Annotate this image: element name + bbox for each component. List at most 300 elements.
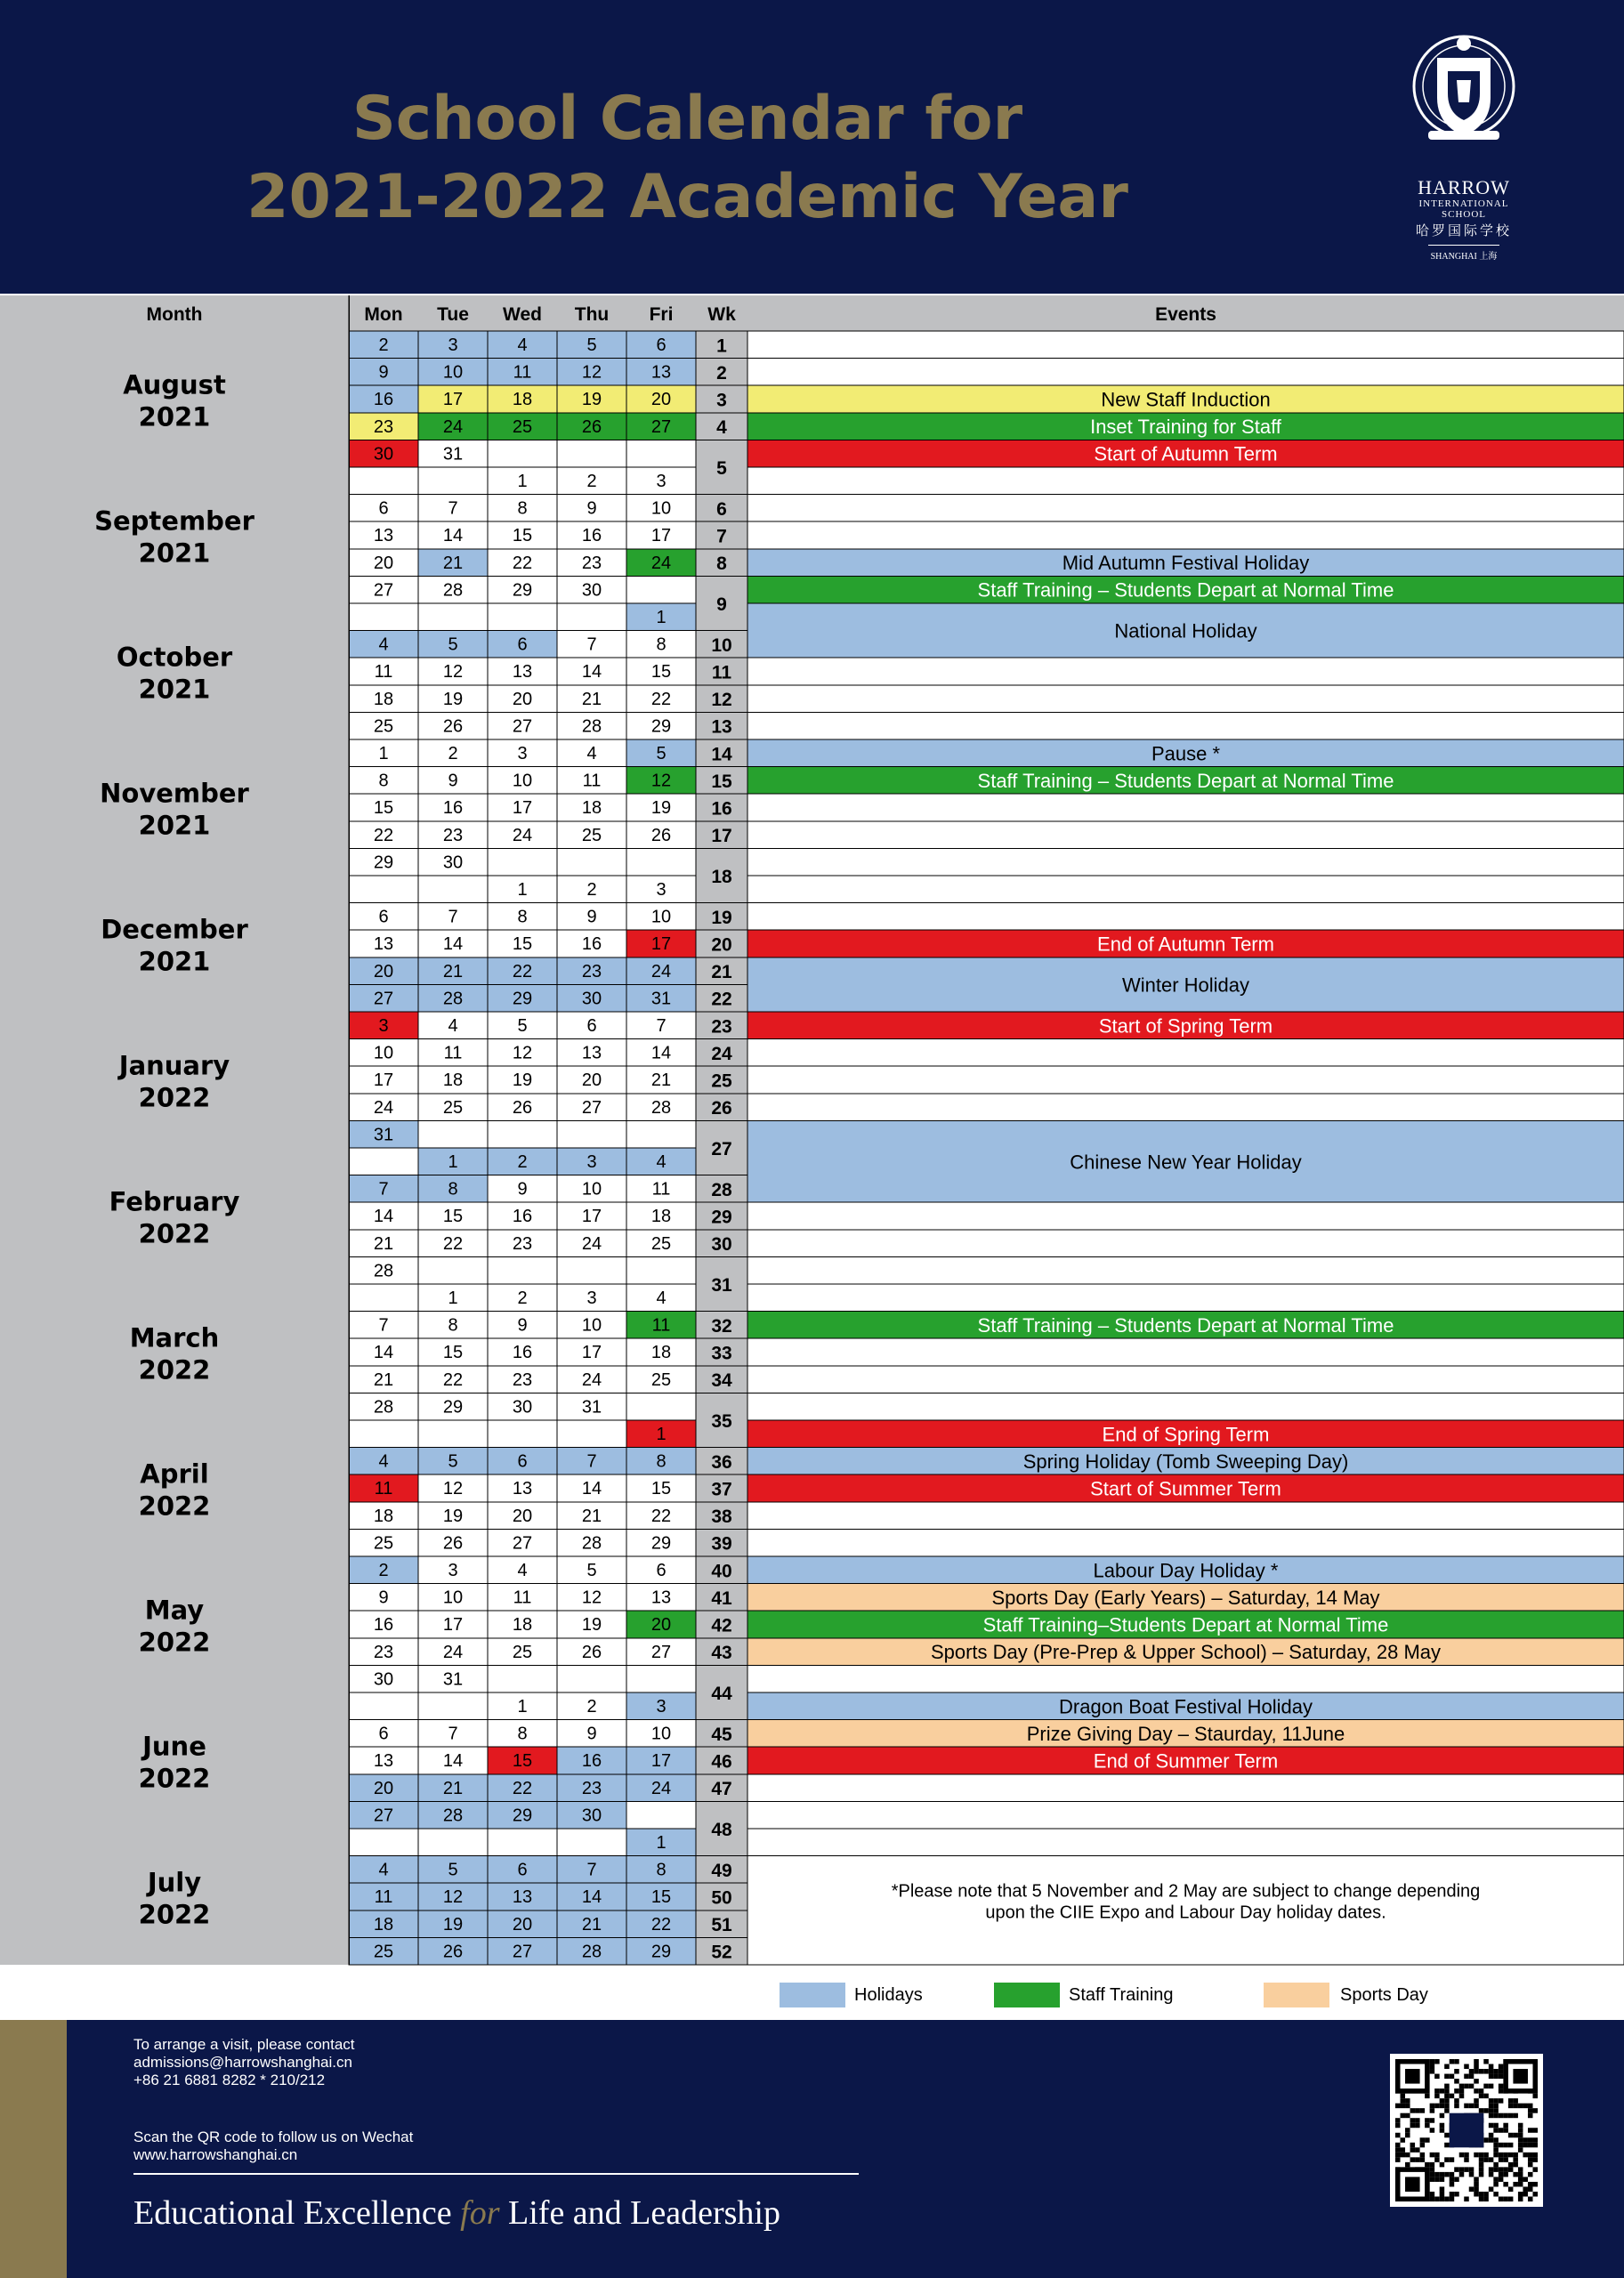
event-label: Sports Day (Pre-Prep & Upper School) – Saturday, 28 May (930, 1641, 1442, 1664)
title-line-1: School Calendar for (351, 84, 1023, 154)
day-number: 23 (373, 416, 394, 437)
day-number: 2 (517, 1288, 528, 1308)
day-number: 20 (650, 1615, 672, 1636)
event-cell (747, 495, 1624, 522)
column-header-tue: Tue (437, 304, 469, 325)
day-number: 9 (586, 1724, 597, 1744)
day-number: 19 (581, 390, 602, 410)
tagline-part-2: Life and Leadership (508, 2194, 780, 2232)
note-line-1: *Please note that 5 November and 2 May are subject to change depending (891, 1881, 1481, 1902)
day-cell (488, 848, 557, 876)
day-number: 27 (512, 1533, 533, 1554)
event-label: End of Autumn Term (1097, 933, 1274, 956)
month-year-october: 2021 (138, 674, 211, 705)
day-number: 19 (442, 1506, 464, 1526)
week-number: 2 (716, 362, 727, 384)
day-number: 26 (442, 1533, 464, 1554)
day-number: 4 (448, 1016, 458, 1036)
day-number: 14 (581, 1887, 602, 1908)
day-number: 27 (373, 989, 394, 1009)
day-number: 19 (581, 1615, 602, 1636)
day-number: 31 (442, 444, 464, 464)
day-number: 3 (656, 1697, 667, 1717)
day-number: 21 (373, 1369, 394, 1390)
day-number: 17 (581, 1207, 602, 1227)
day-number: 27 (512, 1942, 533, 1962)
day-number: 10 (581, 1315, 602, 1336)
day-number: 9 (517, 1179, 528, 1200)
month-year-december: 2021 (138, 946, 211, 977)
day-number: 29 (442, 1397, 464, 1418)
event-label: Staff Training – Students Depart at Normal Time (977, 1313, 1394, 1337)
day-number: 11 (513, 1587, 532, 1608)
school-name-chinese: 哈罗国际学校 (1415, 224, 1512, 238)
footer-divider (133, 2173, 859, 2175)
day-number: 24 (442, 1642, 464, 1662)
school-subtitle (1388, 198, 1539, 220)
week-number: 40 (711, 1561, 732, 1582)
day-number: 29 (512, 989, 533, 1009)
day-number: 5 (586, 335, 597, 355)
month-label-august: August (123, 369, 226, 400)
day-number: 16 (581, 934, 602, 955)
day-number: 9 (448, 771, 458, 791)
month-year-september: 2021 (138, 537, 211, 569)
event-label: New Staff Induction (1101, 388, 1271, 411)
day-number: 31 (650, 989, 672, 1009)
week-number: 34 (711, 1370, 732, 1392)
month-label-september: September (94, 505, 255, 537)
day-number: 28 (581, 1533, 602, 1554)
week-number: 18 (711, 867, 732, 887)
day-number: 25 (512, 416, 533, 437)
event-cell (747, 1284, 1624, 1312)
day-number: 22 (512, 553, 533, 573)
week-number: 33 (711, 1343, 732, 1364)
column-header-thu: Thu (574, 304, 610, 325)
day-cell (349, 603, 418, 631)
day-number: 24 (512, 825, 533, 845)
day-number: 9 (517, 1315, 528, 1336)
day-number: 1 (378, 744, 389, 763)
school-subtitle-line-1: INTERNATIONAL (1418, 198, 1509, 209)
day-cell (349, 1829, 418, 1856)
day-number: 3 (517, 744, 528, 763)
day-cell (626, 1120, 696, 1148)
day-number: 22 (650, 1914, 672, 1935)
day-number: 2 (586, 1697, 597, 1717)
day-number: 29 (512, 1805, 533, 1826)
day-number: 12 (581, 362, 602, 383)
column-header-month: Month (146, 304, 203, 325)
week-number: 1 (716, 335, 727, 357)
day-number: 17 (650, 934, 672, 955)
event-label: Staff Training – Students Depart at Normal Time (977, 578, 1394, 602)
legend-staff-label: Staff Training (1069, 1985, 1174, 2005)
day-number: 7 (378, 1179, 389, 1200)
day-number: 20 (512, 1914, 533, 1935)
event-cell (747, 1801, 1624, 1829)
tagline (133, 2193, 780, 2233)
event-label: Sports Day (Early Years) – Saturday, 14 May (991, 1586, 1380, 1609)
event-label: Staff Training–Students Depart at Normal Time (982, 1613, 1389, 1636)
day-number: 20 (512, 1506, 533, 1526)
day-number: 1 (448, 1288, 458, 1308)
day-number: 18 (650, 1343, 672, 1363)
event-label: End of Summer Term (1093, 1749, 1279, 1773)
day-number: 3 (448, 1561, 458, 1580)
day-cell (557, 1420, 626, 1448)
day-number: 10 (581, 1179, 602, 1200)
day-number: 17 (373, 1070, 394, 1091)
event-cell (747, 876, 1624, 903)
day-number: 7 (586, 634, 597, 655)
event-cell (747, 1094, 1624, 1121)
event-cell (747, 821, 1624, 849)
week-number: 28 (711, 1179, 732, 1200)
day-number: 30 (373, 1669, 394, 1690)
day-number: 3 (656, 472, 667, 491)
event-cell (747, 1202, 1624, 1230)
day-number: 14 (442, 526, 464, 546)
day-number: 8 (656, 1451, 667, 1472)
day-number: 20 (512, 689, 533, 709)
month-year-august: 2021 (138, 401, 211, 432)
day-number: 22 (650, 1506, 672, 1526)
event-cell (747, 359, 1624, 386)
day-number: 15 (373, 798, 394, 819)
day-number: 18 (512, 390, 533, 410)
day-number: 12 (442, 1479, 464, 1499)
tagline-part-1: Educational Excellence (133, 2194, 452, 2232)
day-number: 15 (512, 1751, 533, 1772)
day-number: 26 (581, 1642, 602, 1662)
day-number: 7 (656, 1016, 667, 1036)
day-number: 2 (586, 472, 597, 491)
day-number: 12 (650, 771, 672, 791)
event-label: National Holiday (1114, 619, 1257, 642)
day-number: 11 (374, 1887, 393, 1908)
day-number: 7 (448, 907, 458, 927)
day-number: 21 (581, 1506, 602, 1526)
week-number: 3 (716, 390, 727, 411)
day-number: 20 (373, 1778, 394, 1798)
week-number: 37 (711, 1479, 732, 1500)
day-number: 26 (650, 825, 672, 845)
wechat-text (133, 2129, 413, 2164)
event-cell (747, 658, 1624, 685)
week-number: 43 (711, 1643, 732, 1664)
day-number: 18 (373, 1506, 394, 1526)
month-year-april: 2022 (138, 1490, 211, 1522)
footer (0, 2020, 1624, 2278)
day-number: 15 (650, 662, 672, 683)
day-number: 4 (378, 1451, 389, 1472)
day-number: 11 (651, 1179, 671, 1200)
day-number: 16 (581, 526, 602, 546)
month-label-january: January (118, 1050, 230, 1081)
event-cell (747, 331, 1624, 359)
day-number: 18 (581, 798, 602, 819)
week-number: 23 (711, 1016, 732, 1038)
wechat-qr-code-icon[interactable] (1390, 2054, 1543, 2207)
day-number: 15 (442, 1343, 464, 1363)
day-number: 13 (512, 1887, 533, 1908)
event-label: Staff Training – Students Depart at Normal Time (977, 769, 1394, 792)
day-number: 13 (581, 1043, 602, 1063)
day-cell (488, 440, 557, 467)
week-number: 31 (711, 1275, 732, 1296)
day-cell (418, 1829, 488, 1856)
week-number: 38 (711, 1507, 732, 1528)
day-cell (488, 1120, 557, 1148)
day-number: 8 (656, 1860, 667, 1880)
day-cell (418, 603, 488, 631)
day-number: 19 (442, 1914, 464, 1935)
week-number: 11 (711, 662, 732, 683)
column-header-mon: Mon (364, 304, 403, 325)
day-number: 16 (512, 1343, 533, 1363)
day-number: 2 (448, 744, 458, 763)
day-number: 5 (448, 1860, 458, 1880)
day-cell (557, 1829, 626, 1856)
day-number: 23 (442, 825, 464, 845)
day-number: 20 (581, 1070, 602, 1091)
day-number: 23 (581, 553, 602, 573)
day-number: 22 (442, 1233, 464, 1254)
event-cell (747, 685, 1624, 713)
event-label: Labour Day Holiday * (1093, 1559, 1279, 1582)
school-name: HARROW (1418, 176, 1510, 198)
event-cell (747, 1665, 1624, 1692)
day-number: 31 (373, 1125, 394, 1145)
event-cell (747, 1066, 1624, 1094)
event-cell (747, 1829, 1624, 1856)
day-cell (418, 1120, 488, 1148)
event-label: End of Spring Term (1102, 1423, 1270, 1446)
day-cell (626, 440, 696, 467)
day-number: 19 (512, 1070, 533, 1091)
day-number: 22 (512, 961, 533, 981)
day-number: 18 (512, 1615, 533, 1636)
day-number: 11 (582, 771, 602, 791)
day-number: 17 (581, 1343, 602, 1363)
event-label: Prize Giving Day – Staurday, 11June (1026, 1722, 1345, 1745)
day-cell (626, 848, 696, 876)
header-banner (0, 0, 1624, 294)
week-number: 48 (711, 1820, 732, 1840)
day-cell (418, 1692, 488, 1720)
week-number: 12 (711, 690, 732, 711)
month-label-december: December (101, 914, 248, 945)
month-label-june: June (142, 1731, 206, 1762)
day-cell (418, 1256, 488, 1284)
week-number: 29 (711, 1207, 732, 1228)
day-number: 31 (442, 1669, 464, 1690)
day-number: 6 (656, 1561, 667, 1580)
day-number: 10 (373, 1043, 394, 1063)
week-number: 9 (716, 594, 727, 615)
day-number: 25 (442, 1097, 464, 1118)
day-number: 26 (512, 1097, 533, 1118)
week-number: 8 (716, 553, 727, 575)
day-number: 22 (650, 689, 672, 709)
day-number: 21 (581, 1914, 602, 1935)
event-cell (747, 794, 1624, 821)
day-cell (349, 467, 418, 495)
day-number: 20 (373, 961, 394, 981)
day-number: 8 (378, 771, 389, 791)
day-cell (626, 1665, 696, 1692)
day-number: 23 (512, 1369, 533, 1390)
column-header-bar (0, 295, 1624, 331)
day-number: 7 (586, 1860, 597, 1880)
day-number: 23 (581, 1778, 602, 1798)
day-cell (488, 1829, 557, 1856)
day-number: 30 (512, 1397, 533, 1418)
legend-sports-label: Sports Day (1340, 1985, 1428, 2005)
week-number: 52 (711, 1942, 732, 1963)
day-number: 23 (373, 1642, 394, 1662)
event-label: Start of Autumn Term (1094, 442, 1278, 465)
week-number: 47 (711, 1779, 732, 1800)
day-number: 29 (512, 580, 533, 601)
day-number: 10 (650, 907, 672, 927)
week-number: 44 (711, 1684, 732, 1704)
week-number: 41 (711, 1587, 732, 1609)
contact-email[interactable]: admissions@harrowshanghai.cn (133, 2054, 352, 2071)
day-number: 11 (513, 362, 532, 383)
day-number: 22 (512, 1778, 533, 1798)
day-number: 8 (448, 1315, 458, 1336)
day-number: 26 (442, 1942, 464, 1962)
school-subtitle-line-2: SCHOOL (1441, 209, 1486, 220)
week-number: 15 (711, 771, 732, 792)
week-number: 26 (711, 1098, 732, 1119)
website-link[interactable]: www.harrowshanghai.cn (133, 2146, 298, 2163)
day-number: 17 (650, 1751, 672, 1772)
day-number: 8 (448, 1179, 458, 1200)
day-number: 31 (581, 1397, 602, 1418)
day-number: 14 (650, 1043, 672, 1063)
day-number: 27 (373, 580, 394, 601)
day-number: 29 (650, 1533, 672, 1554)
day-number: 27 (373, 1805, 394, 1826)
day-cell (626, 1256, 696, 1284)
day-number: 30 (442, 852, 464, 873)
day-number: 25 (650, 1369, 672, 1390)
event-cell (747, 1338, 1624, 1366)
day-number: 27 (512, 716, 533, 737)
day-number: 3 (586, 1288, 597, 1308)
event-cell (747, 1256, 1624, 1284)
month-label-november: November (100, 778, 249, 809)
month-year-march: 2022 (138, 1354, 211, 1385)
month-label-october: October (116, 642, 233, 673)
week-number: 7 (716, 526, 727, 547)
day-number: 14 (442, 934, 464, 955)
event-cell (747, 521, 1624, 549)
day-cell (626, 1393, 696, 1420)
day-number: 15 (512, 526, 533, 546)
week-number: 49 (711, 1860, 732, 1881)
day-number: 28 (373, 1261, 394, 1281)
day-number: 5 (656, 744, 667, 763)
tagline-for: for (460, 2194, 500, 2232)
day-number: 4 (378, 634, 389, 655)
day-cell (488, 1665, 557, 1692)
day-number: 9 (378, 362, 389, 383)
calendar-table (0, 295, 1624, 1968)
day-number: 16 (373, 1615, 394, 1636)
day-number: 5 (517, 1016, 528, 1036)
day-number: 12 (581, 1587, 602, 1608)
week-number: 17 (711, 826, 732, 847)
day-number: 9 (586, 498, 597, 519)
week-number: 20 (711, 934, 732, 956)
legend-sports-swatch (1264, 1983, 1329, 2007)
week-number: 42 (711, 1615, 732, 1636)
event-label: Spring Holiday (Tomb Sweeping Day) (1022, 1450, 1349, 1473)
day-number: 26 (442, 716, 464, 737)
week-number: 50 (711, 1887, 732, 1909)
week-number: 24 (711, 1043, 732, 1064)
day-number: 28 (442, 1805, 464, 1826)
day-number: 21 (442, 1778, 464, 1798)
day-number: 13 (512, 1479, 533, 1499)
day-number: 17 (650, 526, 672, 546)
week-number: 6 (716, 498, 727, 520)
event-cell (747, 1366, 1624, 1393)
day-number: 21 (581, 689, 602, 709)
day-cell (557, 440, 626, 467)
day-number: 12 (442, 662, 464, 683)
day-number: 30 (581, 580, 602, 601)
week-number: 36 (711, 1451, 732, 1473)
day-number: 5 (448, 634, 458, 655)
day-number: 17 (512, 798, 533, 819)
day-number: 13 (373, 526, 394, 546)
day-number: 2 (517, 1152, 528, 1172)
school-city: SHANGHAI 上海 (1428, 245, 1499, 262)
day-number: 7 (378, 1315, 389, 1336)
day-number: 4 (517, 1561, 528, 1580)
day-number: 29 (650, 716, 672, 737)
day-cell (488, 603, 557, 631)
day-number: 15 (650, 1479, 672, 1499)
week-number: 5 (716, 458, 727, 479)
month-label-april: April (140, 1458, 209, 1490)
day-number: 13 (373, 1751, 394, 1772)
day-cell (349, 876, 418, 903)
month-label-july: July (147, 1867, 202, 1898)
day-number: 18 (442, 1070, 464, 1091)
day-number: 1 (656, 1425, 667, 1444)
day-number: 29 (373, 852, 394, 873)
day-cell (557, 1120, 626, 1148)
day-number: 28 (581, 716, 602, 737)
day-number: 25 (581, 825, 602, 845)
day-number: 10 (650, 1724, 672, 1744)
day-number: 3 (378, 1016, 389, 1036)
day-number: 27 (650, 416, 672, 437)
day-number: 16 (442, 798, 464, 819)
day-cell (418, 876, 488, 903)
day-number: 13 (512, 662, 533, 683)
month-year-january: 2022 (138, 1082, 211, 1113)
day-number: 25 (512, 1642, 533, 1662)
day-number: 21 (442, 553, 464, 573)
